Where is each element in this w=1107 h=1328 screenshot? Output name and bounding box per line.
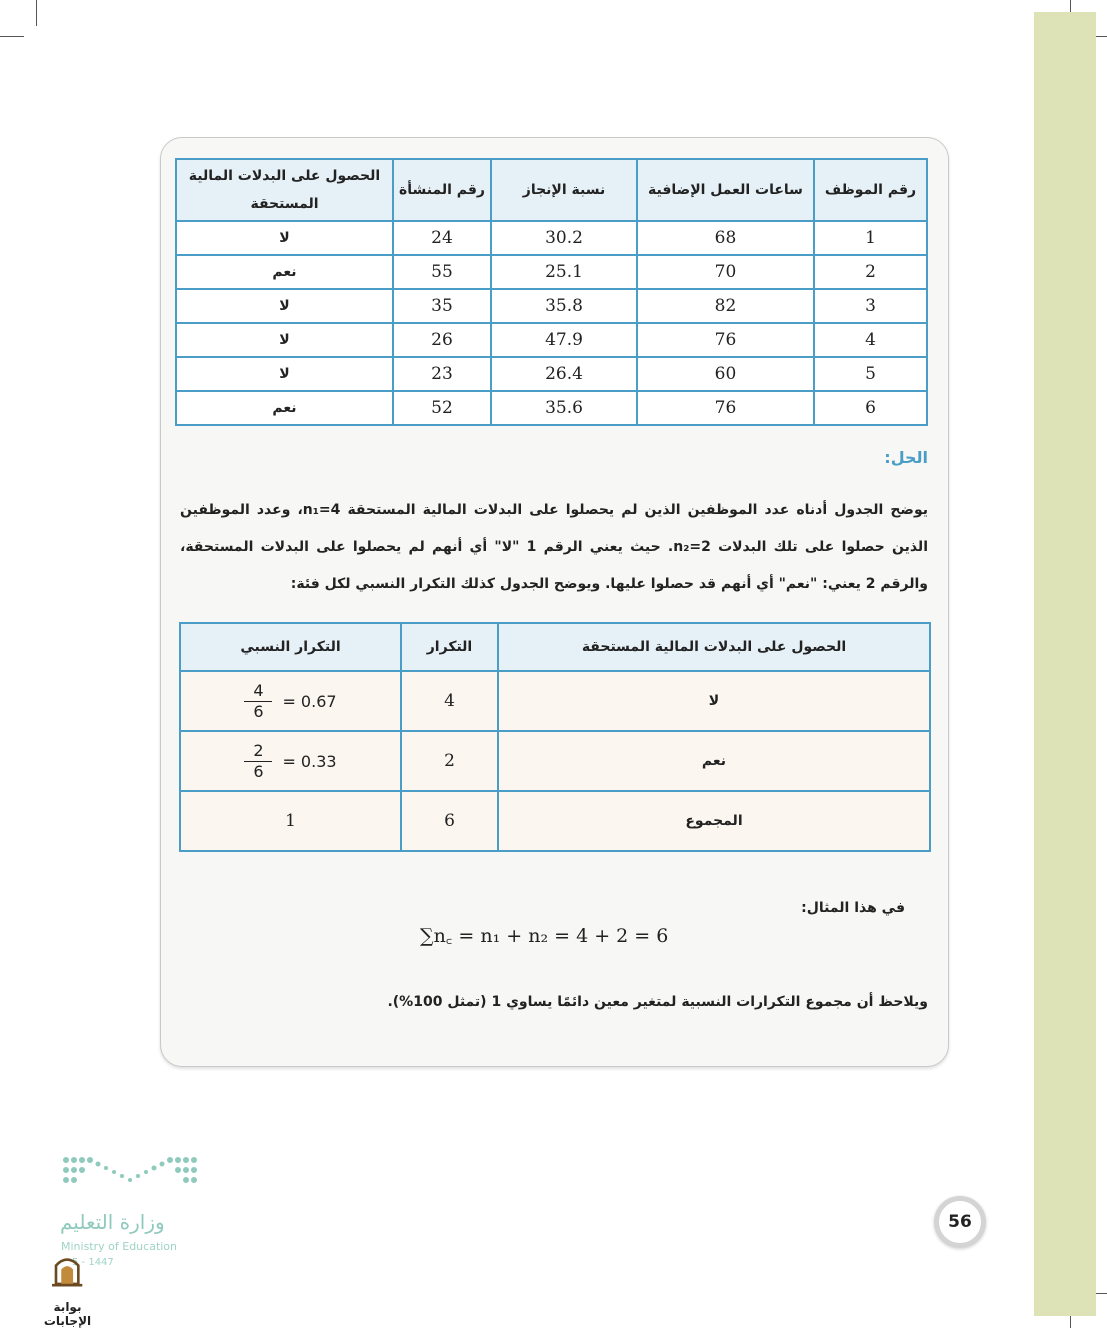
- cell-frequency: 2: [401, 731, 498, 791]
- cell-relative: 1: [180, 791, 401, 851]
- numerator: 4: [244, 681, 272, 702]
- cell: 4: [814, 323, 927, 357]
- ministry-year: 5 - 1447: [72, 1257, 114, 1268]
- cell: 24: [393, 221, 491, 255]
- cell-category: نعم: [498, 731, 930, 791]
- site-label: بوابة الإجابات: [43, 1300, 92, 1328]
- cell-category: المجموع: [498, 791, 930, 851]
- table-row: [176, 289, 927, 323]
- cell: 35: [393, 289, 491, 323]
- header-frequency: التكرار: [401, 623, 498, 671]
- table-header-row: [176, 159, 927, 221]
- header-allowances: الحصول على البدلات المالية المستحقة: [498, 623, 930, 671]
- crop-mark: [36, 0, 37, 26]
- cell-relative: [180, 671, 401, 731]
- note-text: ويلاحظ أن مجموع التكرارات النسبية لمتغير معين دائمًا يساوي 1 (تمثل 100%).: [387, 994, 928, 1010]
- sum-formula: ∑n꜀ = n₁ + n₂ = 4 + 2 = 6: [420, 925, 669, 947]
- frequency-table: [179, 622, 931, 852]
- fraction: [244, 741, 336, 782]
- cell: لا: [176, 289, 393, 323]
- table-row: [176, 357, 927, 391]
- cell: 25.1: [491, 255, 637, 289]
- cell: 70: [637, 255, 814, 289]
- cell-frequency: 6: [401, 791, 498, 851]
- cell: 26.4: [491, 357, 637, 391]
- ministry-name-ar: وزارة التعليم: [60, 1210, 165, 1234]
- solution-paragraph: يوضح الجدول أدناه عدد الموظفين الذين لم يحصلوا على البدلات المالية المستحقة n₁=4، وعدد الموظفين الذين حصلوا على تلك البدلات n₂=2. حيث يعني الرقم 1 "لا" أي أنهم لم يحصلوا على البدلات المستحقة، والرقم 2 يعني: "نعم" أي أنهم قد حصلوا عليها. ويوضح الجدول كذلك التكرار النسبي لكل فئة:: [180, 502, 928, 592]
- page-number: 56: [934, 1196, 986, 1248]
- table-row: [176, 391, 927, 425]
- cell: 26: [393, 323, 491, 357]
- ministry-logo-icon: [58, 1150, 208, 1210]
- cell: 3: [814, 289, 927, 323]
- table-row: [180, 791, 930, 851]
- header-overtime-hours: ساعات العمل الإضافية: [637, 159, 814, 221]
- header-employee-no: رقم الموظف: [814, 159, 927, 221]
- cell: لا: [176, 323, 393, 357]
- cell: نعم: [176, 391, 393, 425]
- numerator: 2: [244, 741, 272, 762]
- table-row: [180, 671, 930, 731]
- cell: 1: [814, 221, 927, 255]
- cell: 30.2: [491, 221, 637, 255]
- cell-relative: [180, 731, 401, 791]
- table-header-row: [180, 623, 930, 671]
- table-row: [176, 323, 927, 357]
- relative-value: = 0.33: [282, 751, 337, 771]
- solution-title: الحل:: [884, 448, 928, 467]
- fraction-stack: [244, 681, 272, 722]
- cell: 76: [637, 391, 814, 425]
- side-strip: [1034, 12, 1096, 1316]
- fraction-stack: [244, 741, 272, 782]
- fraction: [244, 681, 336, 722]
- cell: 5: [814, 357, 927, 391]
- header-relative-frequency: التكرار النسبي: [180, 623, 401, 671]
- cell: 23: [393, 357, 491, 391]
- cell: 52: [393, 391, 491, 425]
- denominator: 6: [253, 701, 264, 721]
- cell: 35.6: [491, 391, 637, 425]
- cell: 76: [637, 323, 814, 357]
- cell: 55: [393, 255, 491, 289]
- header-achievement-rate: نسبة الإنجاز: [491, 159, 637, 221]
- cell-frequency: 4: [401, 671, 498, 731]
- employees-table: [175, 158, 928, 426]
- cell: لا: [176, 221, 393, 255]
- header-allowances: الحصول على البدلات المالية المستحقة: [176, 159, 393, 221]
- cell: 47.9: [491, 323, 637, 357]
- cell: 60: [637, 357, 814, 391]
- cell: نعم: [176, 255, 393, 289]
- table-row: [176, 221, 927, 255]
- cell: لا: [176, 357, 393, 391]
- cell: 2: [814, 255, 927, 289]
- ministry-name-en: Ministry of Education: [61, 1240, 178, 1253]
- cell-category: لا: [498, 671, 930, 731]
- cell: 6: [814, 391, 927, 425]
- denominator: 6: [253, 761, 264, 781]
- cell: 68: [637, 221, 814, 255]
- table-row: [180, 731, 930, 791]
- table-row: [176, 255, 927, 289]
- gate-logo-icon: [30, 1255, 105, 1301]
- example-label: في هذا المثال:: [801, 900, 905, 916]
- header-facility-no: رقم المنشأة: [393, 159, 491, 221]
- cell: 82: [637, 289, 814, 323]
- crop-mark: [0, 36, 24, 37]
- cell: 35.8: [491, 289, 637, 323]
- relative-value: = 0.67: [282, 691, 337, 711]
